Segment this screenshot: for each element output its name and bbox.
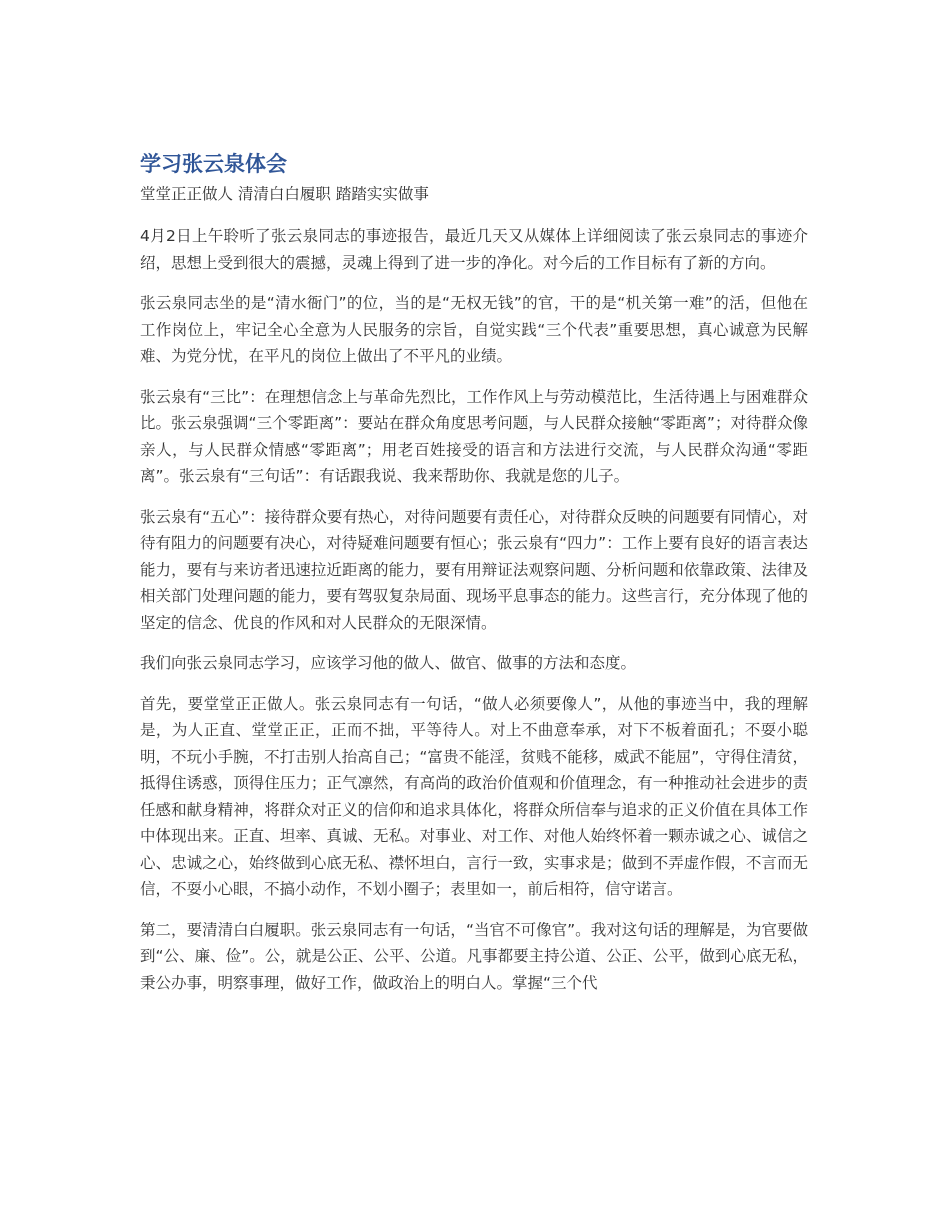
paragraph-4: 张云泉有“五心”：接待群众要有热心，对待问题要有责任心，对待群众反映的问题要有同情心，对待有阻力的问题要有决心，对待疑难问题要有恒心；张云泉有“四力”：工作上要有良好的语言表达能力，要有与来访者迅速拉近距离的能力，要有用辩证法观察问题、分析问题和依靠政策、法律及相关部门处理问题的能力，要有驾驭复杂局面、现场平息事态的能力。这些言行，充分体现了他的坚定的信念、优良的作风和对人民群众的无限深情。: [140, 507, 808, 632]
document-subtitle: 堂堂正正做人 清清白白履职 踏踏实实做事: [140, 185, 429, 203]
paragraph-7: 第二，要清清白白履职。张云泉同志有一句话，“当官不可像官”。我对这句话的理解是，为官要做到“公、廉、俭”。公，就是公正、公平、公道。凡事都要主持公道、公正、公平，做到心底无私，秉公办事，明察事理，做好工作，做政治上的明白人。掌握“三个代: [140, 920, 808, 992]
paragraph-1: 4月2日上午聆听了张云泉同志的事迹报告，最近几天又从媒体上详细阅读了张云泉同志的事迹介绍，思想上受到很大的震撼，灵魂上得到了进一步的净化。对今后的工作目标有了新的方向。: [140, 227, 808, 272]
paragraph-2: 张云泉同志坐的是“清水衙门”的位，当的是“无权无钱”的官，干的是“机关第一难”的活，但他在工作岗位上，牢记全心全意为人民服务的宗旨，自觉实践“三个代表”重要思想，真心诚意为民解难、为党分忧，在平凡的岗位上做出了不平凡的业绩。: [140, 294, 808, 365]
paragraph-5: 我们向张云泉同志学习，应该学习他的做人、做官、做事的方法和态度。: [140, 654, 637, 672]
document-body: [140, 223, 808, 996]
paragraph-3: 张云泉有“三比”：在理想信念上与革命先烈比，工作作风上与劳动模范比，生活待遇上与困难群众比。张云泉强调“三个零距离”：要站在群众角度思考问题，与人民群众接触“零距离”；对待群众像亲人，与人民群众情感“零距离”；用老百姓接受的语言和方法进行交流，与人民群众沟通“零距离”。张云泉有“三句话”：有话跟我说、我来帮助你、我就是您的儿子。: [140, 387, 808, 485]
document-page: [140, 150, 808, 1010]
document-title: 学习张云泉体会: [140, 152, 287, 176]
paragraph-6: 首先，要堂堂正正做人。张云泉同志有一句话，“做人必须要像人”，从他的事迹当中，我的理解是，为人正直、堂堂正正，正而不拙，平等待人。对上不曲意奉承，对下不板着面孔；不耍小聪明，不玩小手腕，不打击别人抬高自己；“富贵不能淫，贫贱不能移，威武不能屈”，守得住清贫，抵得住诱惑，顶得住压力；正气凛然，有高尚的政治价值观和价值理念，有一种推动社会进步的责任感和献身精神，将群众对正义的信仰和追求具体化，将群众所信奉与追求的正义价值在具体工作中体现出来。正直、坦率、真诚、无私。对事业、对工作、对他人始终怀着一颗赤诚之心、诚信之心、忠诚之心，始终做到心底无私、襟怀坦白，言行一致，实事求是；做到不弄虚作假，不言而无信，不耍小心眼，不搞小动作，不划小圈子；表里如一，前后相符，信守诺言。: [140, 694, 808, 898]
